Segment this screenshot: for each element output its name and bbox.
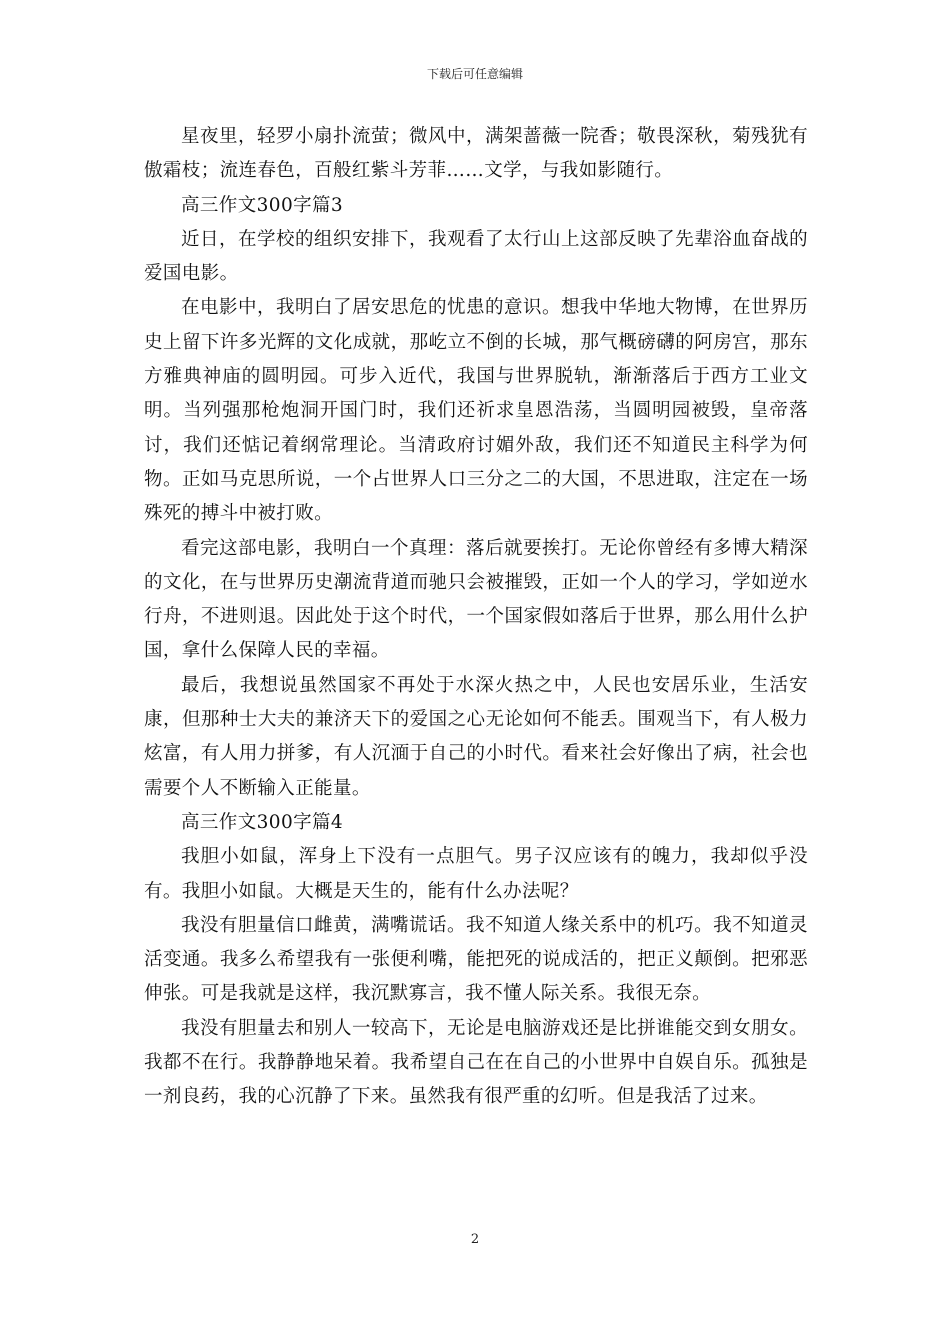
section-heading: 高三作文300字篇3: [181, 194, 344, 216]
paragraph: 星夜里，轻罗小扇扑流萤；微风中，满架蔷薇一院香；敬畏深秋，菊残犹有傲霜枝；流连春色，百般红紫斗芳菲……文学，与我如影随行。: [144, 126, 808, 182]
paragraph: 最后，我想说虽然国家不再处于水深火热之中，人民也安居乐业，生活安康，但那种士大夫的兼济天下的爱国之心无论如何不能丢。围观当下，有人极力炫富，有人用力拼爹，有人沉湎于自己的小时代。看来社会好像出了病，社会也需要个人不断输入正能量。: [144, 674, 808, 799]
document-body: [144, 120, 808, 1115]
page-number: 2: [470, 1232, 480, 1247]
page-header-note: 下载后可任意编辑: [426, 67, 523, 81]
paragraph: 我没有胆量信口雌黄，满嘴谎话。我不知道人缘关系中的机巧。我不知道灵活变通。我多么希望我有一张便利嘴，能把死的说成活的，把正义颠倒。把邪恶伸张。可是我就是这样，我沉默寡言，我不懂人际关系。我很无奈。: [144, 914, 808, 1005]
paragraph: 我胆小如鼠，浑身上下没有一点胆气。男子汉应该有的魄力，我却似乎没有。我胆小如鼠。大概是天生的，能有什么办法呢？: [144, 846, 808, 902]
paragraph: 近日，在学校的组织安排下，我观看了太行山上这部反映了先辈浴血奋战的爱国电影。: [144, 228, 808, 285]
paragraph: 在电影中，我明白了居安思危的忧患的意识。想我中华地大物博，在世界历史上留下许多光辉的文化成就，那屹立不倒的长城，那气概磅礴的阿房宫，那东方雅典神庙的圆明园。可步入近代，我国与世界脱轨，渐渐落后于西方工业文明。当列强那枪炮洞开国门时，我们还祈求皇恩浩荡，当圆明园被毁，皇帝落讨，我们还惦记着纲常理论。当清政府讨媚外敌，我们还不知道民主科学为何物。正如马克思所说，一个占世界人口三分之二的大国，不思进取，注定在一场殊死的搏斗中被打败。: [144, 297, 808, 525]
paragraph: 我没有胆量去和别人一较高下，无论是电脑游戏还是比拼谁能交到女朋女。我都不在行。我静静地呆着。我希望自己在在自己的小世界中自娱自乐。孤独是一剂良药，我的心沉静了下来。虽然我有很严重的幻听。但是我活了过来。: [144, 1017, 808, 1108]
paragraph: 看完这部电影，我明白一个真理：落后就要挨打。无论你曾经有多博大精深的文化，在与世界历史潮流背道而驰只会被摧毁，正如一个人的学习，学如逆水行舟，不进则退。因此处于这个时代，一个国家假如落后于世界，那么用什么护国，拿什么保障人民的幸福。: [144, 537, 808, 662]
section-heading: 高三作文300字篇4: [181, 811, 344, 833]
